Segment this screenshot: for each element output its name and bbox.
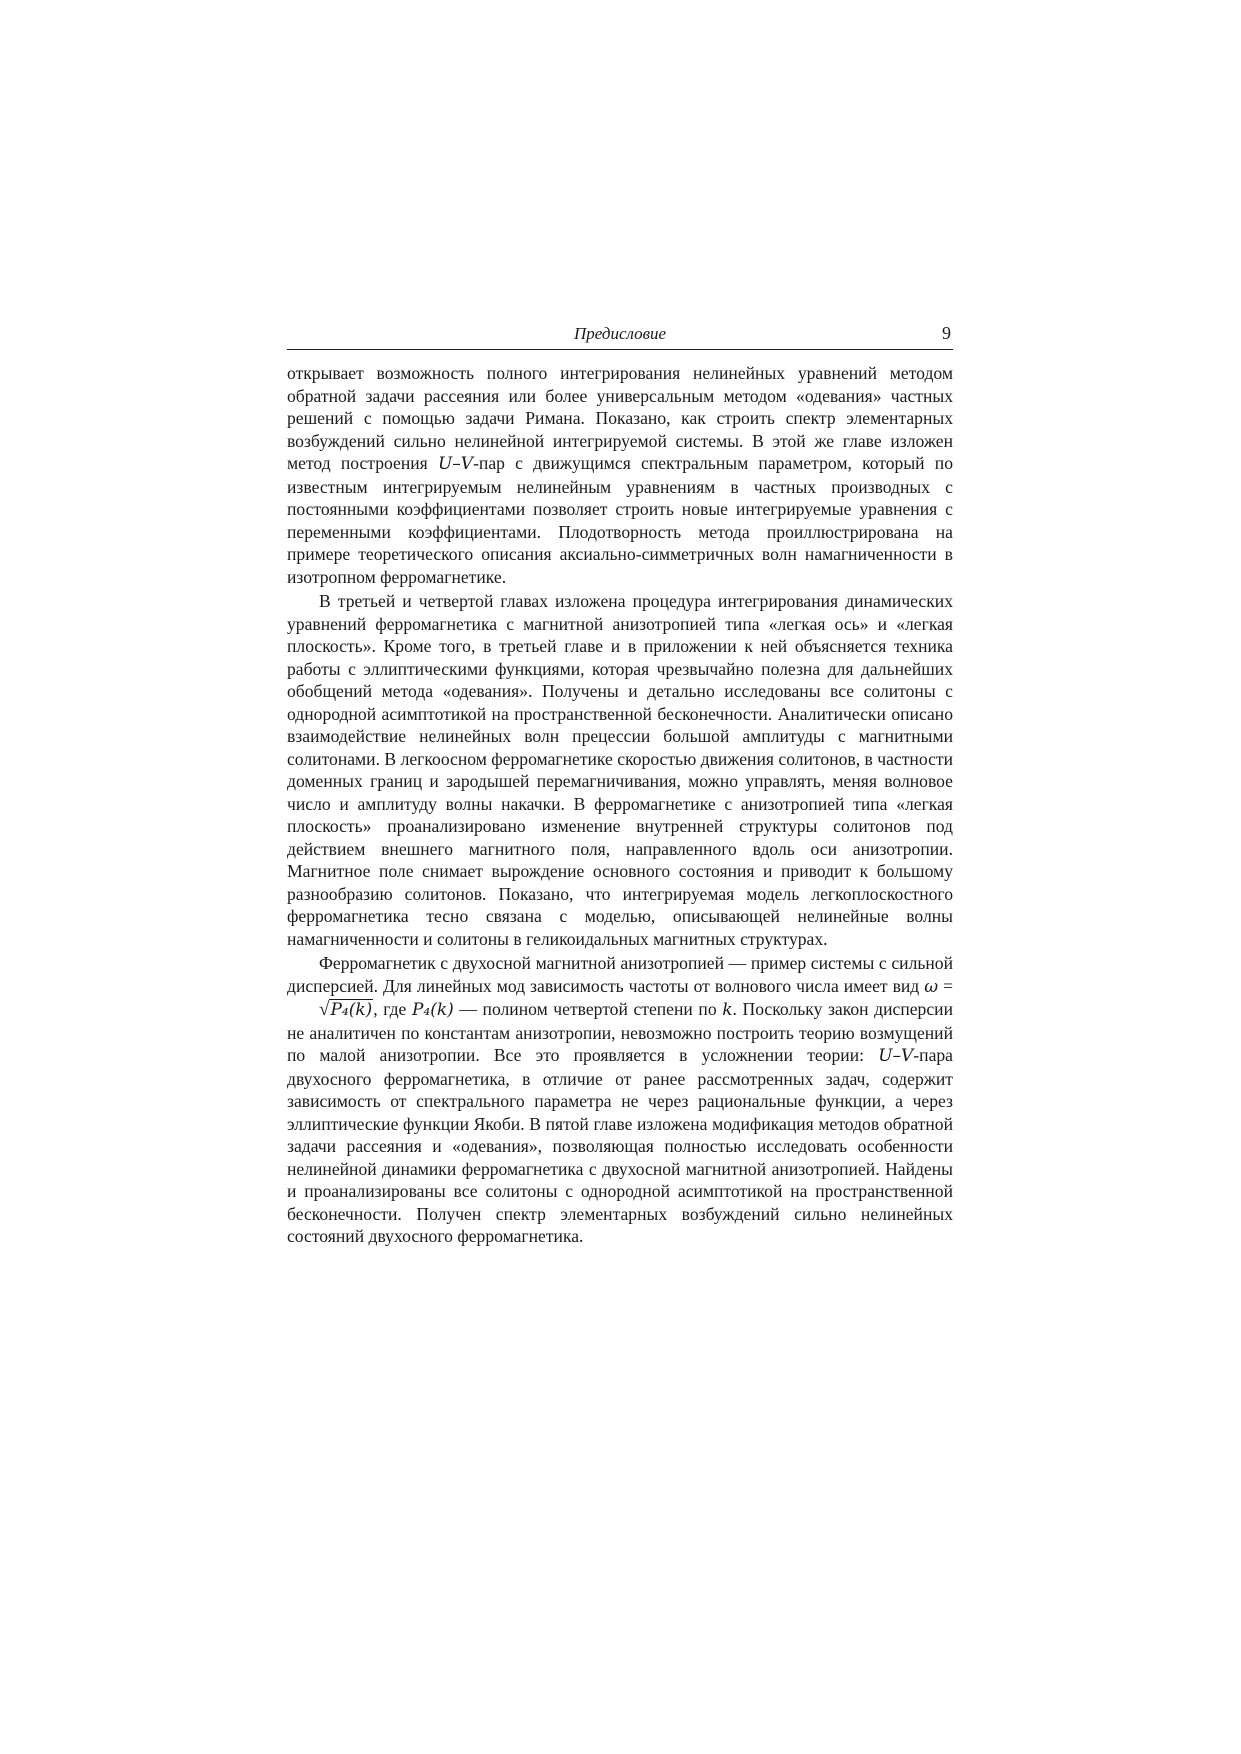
uv-math: U–V bbox=[437, 454, 474, 474]
running-header bbox=[287, 323, 953, 350]
paragraph-2: В третьей и четвертой главах изложена процедура интегрирования динамических уравнений ферромагнетика с магнитной анизотропией типа «легкая ось» и «легкая плоскость». Кроме того, в третьей главе и в приложении к ней объясняется техника работы с эллиптическими функциями, которая чрезвычайно полезна для дальнейших обобщений метода «одевания». Получены и детально исследованы все солитоны с однородной асимптотикой на пространственной бесконечности. Аналитически описано взаимодействие нелинейных волн прецессии большой амплитуды с магнитными солитонами. В легкоосном ферромагнетике скоростью движения солитонов, в частности доменных границ и зародышей перемагничивания, можно управлять, меняя волновое число и амплитуду волны накачки. В ферромагнетике с анизотропией типа «легкая плоскость» проанализировано изменение внутренней структуры солитонов под действием внешнего магнитного поля, направленного вдоль оси анизотропии. Магнитное поле снимает вырождение основного состояния и приводит к большому разнообразию солитонов. Показано, что интегрируемая модель легкоплоскостного ферромагнетика тесно связана с моделью, описывающей нелинейные волны намагниченности и солитоны в геликоидальных магнитных структурах. bbox=[287, 591, 953, 949]
equals-sign: = bbox=[938, 975, 953, 996]
running-title: Предисловие bbox=[573, 324, 667, 343]
paragraph-1-text: открывает возможность полного интегрирования нелинейных уравнений методом обратной задачи рассеяния или более универсальным методом «одевания» частных решений с помощью задачи Римана. Показано, как строить спектр элементарных возбуждений сильно нелинейной интегрируемой системы. В этой же главе изложен метод построения bbox=[287, 363, 953, 473]
paragraph-1 bbox=[287, 362, 953, 588]
k-symbol: k bbox=[722, 1000, 733, 1020]
omega-symbol: ω bbox=[924, 976, 939, 997]
sqrt-expression bbox=[287, 998, 373, 1022]
sqrt-argument: P₄(k) bbox=[330, 1000, 373, 1020]
polynomial-symbol: P₄(k) bbox=[411, 1000, 454, 1020]
paragraph-3 bbox=[287, 952, 953, 1248]
paragraph-3-text-a: Ферромагнетик с двухосной магнитной анизотропией — пример системы с сильной дисперсией. Для линейных мод зависимость частоты от волнового числа имеет вид bbox=[287, 953, 953, 996]
uv-math-2: U–V bbox=[878, 1046, 914, 1066]
page-number: 9 bbox=[942, 323, 951, 343]
body-text bbox=[287, 362, 953, 1248]
paragraph-3-text-b: , где bbox=[373, 999, 412, 1019]
paragraph-3-text-d: . Поскольку закон дисперсии не аналитичен по константам анизотропии, невозможно построить теорию возмущений по малой анизотропии. Все это проявляется в усложнении теории: bbox=[287, 999, 953, 1065]
paragraph-1-tail: -пар с движущимся спектральным параметром, который по известным интегрируемым нелинейным уравнениям в частных производных с постоянными коэффициентами позволяет строить новые интегрируемые уравнения с переменными коэффициентами. Плодотворность метода проиллюстрирована на примере теоретического описания аксиально-симметричных волн намагниченности в изотропном ферромагнетике. bbox=[287, 453, 954, 587]
paragraph-3-text-c: — полином четвертой степени по bbox=[453, 999, 723, 1019]
book-page bbox=[287, 323, 953, 1250]
sqrt-icon: √ bbox=[319, 999, 330, 1020]
paragraph-3-text-e: -пара двухосного ферромагнетика, в отличие от ранее рассмотренных задач, содержит зависимость от спектрального параметра не через рациональные функции, а через эллиптические функции Якоби. В пятой главе изложена модификация методов обратной задачи рассеяния и «одевания», позволяющая полностью исследовать особенности нелинейной динамики ферромагнетика с двухосной магнитной анизотропией. Найдены и проанализированы все солитоны с однородной асимптотикой на пространственной бесконечности. Получен спектр элементарных возбуждений сильно нелинейных состояний двухосного ферромагнетика. bbox=[287, 1045, 953, 1246]
